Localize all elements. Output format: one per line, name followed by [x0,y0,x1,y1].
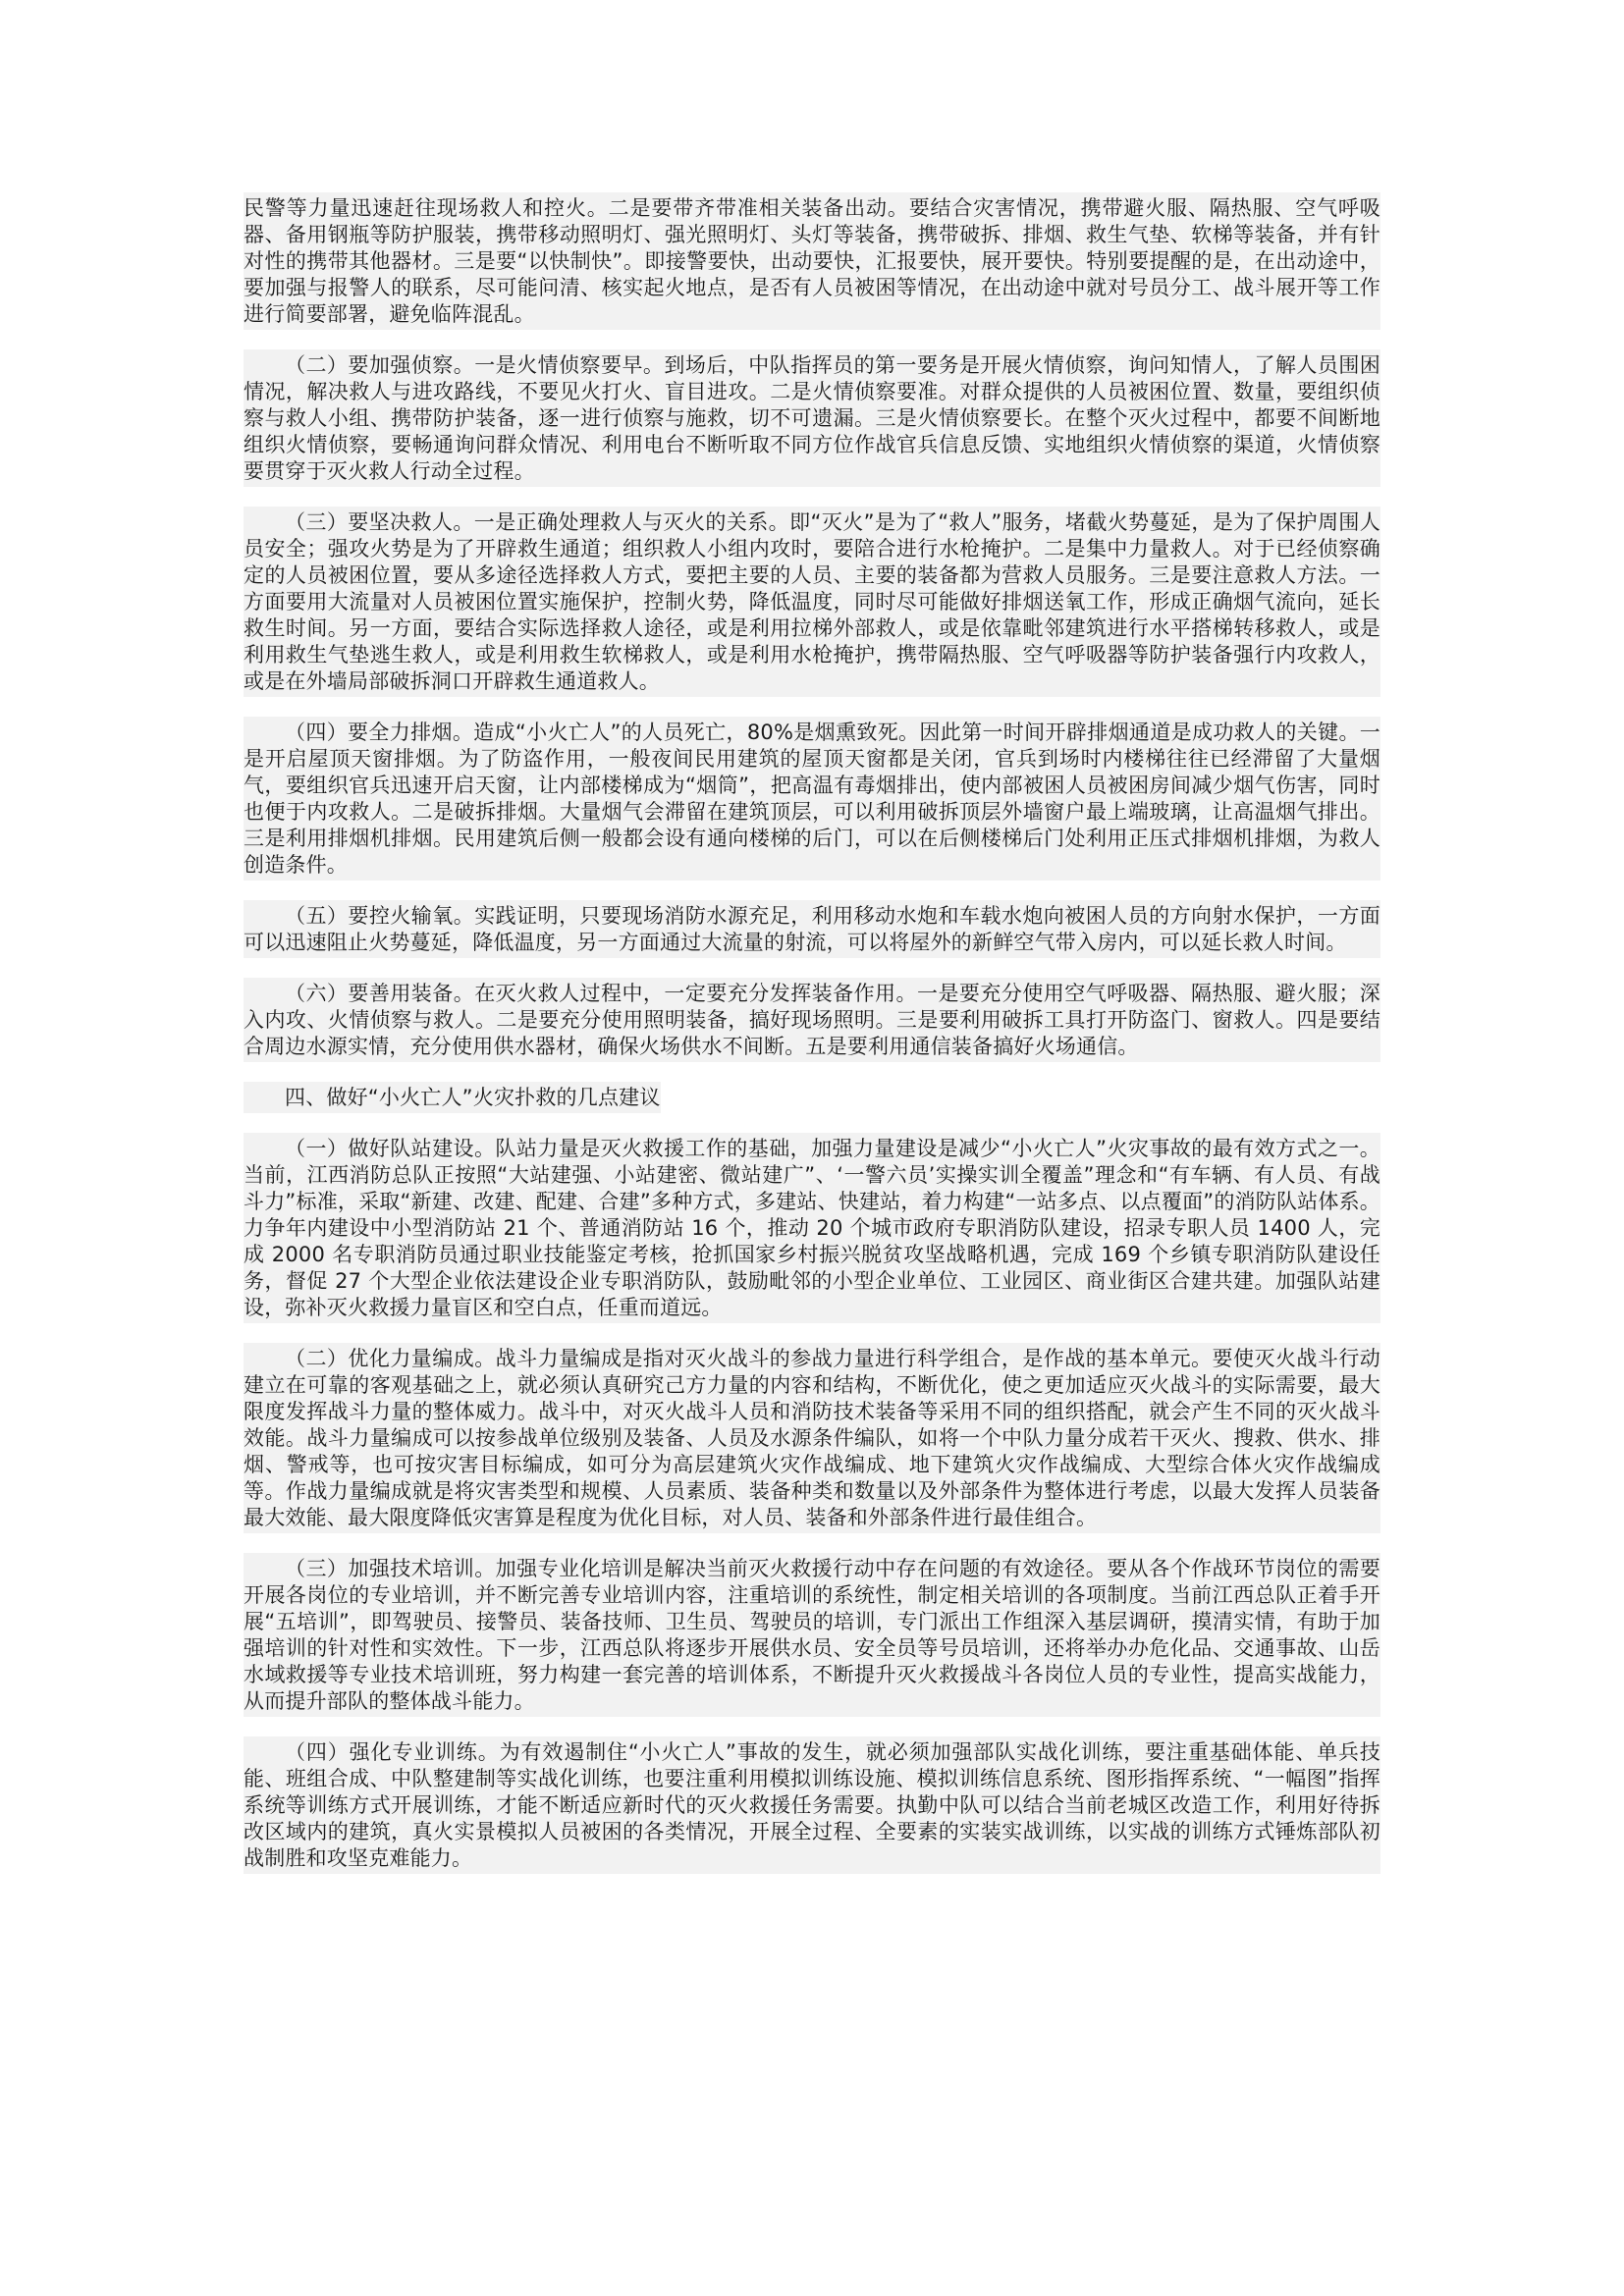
section-heading-wrap [244,1082,1380,1133]
paragraph-continuation: 民警等力量迅速赶往现场救人和控火。二是要带齐带准相关装备出动。要结合灾害情况，携带避火服、隔热服、空气呼吸器、备用钢瓶等防护服装，携带移动照明灯、强光照明灯、头灯等装备，携带破拆、排烟、救生气垫、软梯等装备，并有针对性的携带其他器材。三是要“以快制快”。即接警要快，出动要快，汇报要快，展开要快。特别要提醒的是，在出动途中，要加强与报警人的联系，尽可能问清、核实起火地点，是否有人员被困等情况，在出动途中就对号员分工、战斗展开等工作进行简要部署，避免临阵混乱。 [244,192,1380,330]
paragraph-rescue: （三）要坚决救人。一是正确处理救人与灭火的关系。即“灭火”是为了“救人”服务，堵截火势蔓延，是为了保护周围人员安全；强攻火势是为了开辟救生通道；组织救人小组内攻时，要陪合进行水枪掩护。二是集中力量救人。对于已经侦察确定的人员被困位置，要从多途径选择救人方式，要把主要的人员、主要的装备都为营救人员服务。三是要注意救人方法。一方面要用大流量对人员被困位置实施保护，控制火势，降低温度，同时尽可能做好排烟送氧工作，形成正确烟气流向，延长救生时间。另一方面，要结合实际选择救人途径，或是利用拉梯外部救人，或是依靠毗邻建筑进行水平搭梯转移救人，或是利用救生气垫逃生救人，或是利用救生软梯救人，或是利用水枪掩护，携带隔热服、空气呼吸器等防护装备强行内攻救人，或是在外墙局部破拆洞口开辟救生通道救人。 [244,507,1380,697]
paragraph-force-organization: （二）优化力量编成。战斗力量编成是指对灭火战斗的参战力量进行科学组合，是作战的基本单元。要使灭火战斗行动建立在可靠的客观基础之上，就必须认真研究己方力量的内容和结构，不断优化，使之更加适应灭火战斗的实际需要，最大限度发挥战斗力量的整体威力。战斗中，对灭火战斗人员和消防技术装备等采用不同的组织搭配，就会产生不同的灭火战斗效能。战斗力量编成可以按参战单位级别及装备、人员及水源条件编队，如将一个中队力量分成若干灭火、搜救、供水、排烟、警戒等，也可按灾害目标编成，如可分为高层建筑火灾作战编成、地下建筑火灾作战编成、大型综合体火灾作战编成等。作战力量编成就是将灾害类型和规模、人员素质、装备种类和数量以及外部条件为整体进行考虑，以最大发挥人员装备最大效能、最大限度降低灾害算是程度为优化目标，对人员、装备和外部条件进行最佳组合。 [244,1343,1380,1533]
paragraph-fire-control: （五）要控火输氧。实践证明，只要现场消防水源充足，利用移动水炮和车载水炮向被困人员的方向射水保护，一方面可以迅速阻止火势蔓延，降低温度，另一方面通过大流量的射流，可以将屋外的新鲜空气带入房内，可以延长救人时间。 [244,900,1380,958]
paragraph-technical-training: （三）加强技术培训。加强专业化培训是解决当前灭火救援行动中存在问题的有效途径。要从各个作战环节岗位的需要开展各岗位的专业培训，并不断完善专业培训内容，注重培训的系统性，制定相关培训的各项制度。当前江西总队正着手开展“五培训”，即驾驶员、接警员、装备技师、卫生员、驾驶员的培训，专门派出工作组深入基层调研，摸清实情，有助于加强培训的针对性和实效性。下一步，江西总队将逐步开展供水员、安全员等号员培训，还将举办办危化品、交通事故、山岳水域救援等专业技术培训班，努力构建一套完善的培训体系，不断提升灭火救援战斗各岗位人员的专业性，提高实战能力，从而提升部队的整体战斗能力。 [244,1553,1380,1717]
paragraph-reconnaissance: （二）要加强侦察。一是火情侦察要早。到场后，中队指挥员的第一要务是开展火情侦察，询问知情人，了解人员围困情况，解决救人与进攻路线，不要见火打火、盲目进攻。二是火情侦察要准。对群众提供的人员被困位置、数量，要组织侦察与救人小组、携带防护装备，逐一进行侦察与施救，切不可遗漏。三是火情侦察要长。在整个灭火过程中，都要不间断地组织火情侦察，要畅通询问群众情况、利用电台不断听取不同方位作战官兵信息反馈、实地组织火情侦察的渠道，火情侦察要贯穿于灭火救人行动全过程。 [244,349,1380,487]
paragraph-smoke-exhaust: （四）要全力排烟。造成“小火亡人”的人员死亡，80%是烟熏致死。因此第一时间开辟排烟通道是成功救人的关键。一是开启屋顶天窗排烟。为了防盗作用，一般夜间民用建筑的屋顶天窗都是关闭，官兵到场时内楼梯往往已经滞留了大量烟气，要组织官兵迅速开启天窗，让内部楼梯成为“烟筒”，把高温有毒烟排出，使内部被困人员被困房间减少烟气伤害，同时也便于内攻救人。二是破拆排烟。大量烟气会滞留在建筑顶层，可以利用破拆顶层外墙窗户最上端玻璃，让高温烟气排出。三是利用排烟机排烟。民用建筑后侧一般都会设有通向楼梯的后门，可以在后侧楼梯后门处利用正压式排烟机排烟，为救人创造条件。 [244,717,1380,881]
paragraph-station-building: （一）做好队站建设。队站力量是灭火救援工作的基础，加强力量建设是减少“小火亡人”火灾事故的最有效方式之一。当前，江西消防总队正按照“大站建强、小站建密、微站建广”、‘一警六员’实操实训全覆盖”理念和“有车辆、有人员、有战斗力”标准，采取“新建、改建、配建、合建”多种方式，多建站、快建站，着力构建“一站多点、以点覆面”的消防队站体系。力争年内建设中小型消防站 21 个、普通消防站 16 个，推动 20 个城市政府专职消防队建设，招录专职人员 1400 人，完成 2000 名专职消防员通过职业技能鉴定考核，抢抓国家乡村振兴脱贫攻坚战略机遇，完成 169 个乡镇专职消防队建设任务，督促 27 个大型企业依法建设企业专职消防队，鼓励毗邻的小型企业单位、工业园区、商业街区合建共建。加强队站建设，弥补灭火救援力量盲区和空白点，任重而道远。 [244,1133,1380,1323]
paragraph-professional-drill: （四）强化专业训练。为有效遏制住“小火亡人”事故的发生，就必须加强部队实战化训练，要注重基础体能、单兵技能、班组合成、中队整建制等实战化训练，也要注重利用模拟训练设施、模拟训练信息系统、图形指挥系统、“一幅图”指挥系统等训练方式开展训练，才能不断适应新时代的灭火救援任务需要。执勤中队可以结合当前老城区改造工作，利用好待拆改区域内的建筑，真火实景模拟人员被困的各类情况，开展全过程、全要素的实装实战训练，以实战的训练方式锤炼部队初战制胜和攻坚克难能力。 [244,1736,1380,1874]
section-heading: 四、做好“小火亡人”火灾扑救的几点建议 [244,1082,661,1113]
document-page [244,192,1380,1894]
paragraph-equipment: （六）要善用装备。在灭火救人过程中，一定要充分发挥装备作用。一是要充分使用空气呼吸器、隔热服、避火服；深入内攻、火情侦察与救人。二是要充分使用照明装备，搞好现场照明。三是要利用破拆工具打开防盗门、窗救人。四是要结合周边水源实情，充分使用供水器材，确保火场供水不间断。五是要利用通信装备搞好火场通信。 [244,978,1380,1062]
